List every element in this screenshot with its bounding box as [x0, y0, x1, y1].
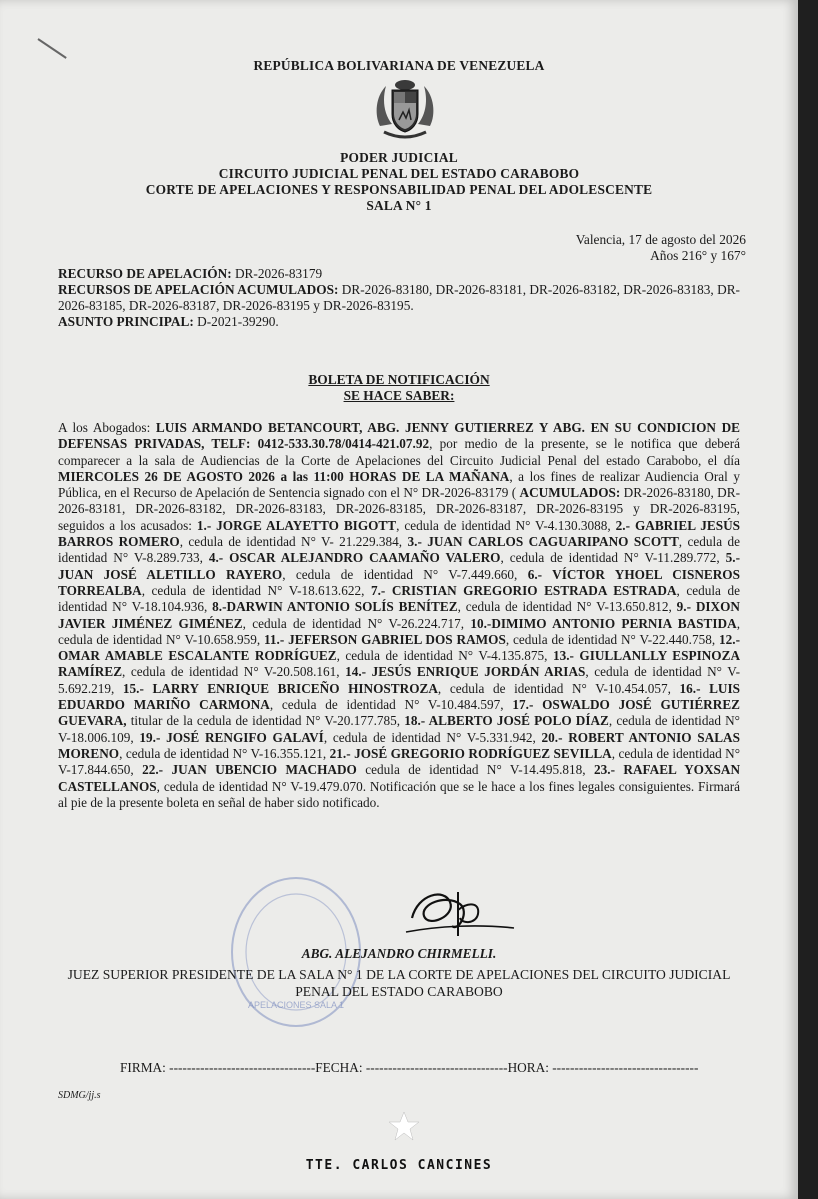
body-bold-run: 17.- OSWALDO JOSÉ GUTIÉRREZ GUEVARA, — [58, 697, 740, 729]
typist-initials: SDMG/jj.s — [58, 1090, 101, 1101]
body-bold-run: 18.- ALBERTO JOSÉ POLO DÍAZ — [404, 713, 609, 729]
body-bold-run: 16.- LUIS EDUARDO MARIÑO CARMONA — [58, 680, 740, 713]
body-bold-run: ACUMULADOS: — [519, 485, 621, 501]
body-text-run: , cedula de identidad N° V-26.224.717, — [242, 615, 471, 631]
poder-judicial-heading: PODER JUDICIAL — [340, 150, 458, 165]
body-text-run: , cedula de identidad N° V-10.658.959, — [58, 615, 740, 647]
judge-title: JUEZ SUPERIOR PRESIDENTE DE LA SALA N° 1 DE LA CORTE DE APELACIONES DEL CIRCUITO JUDICIAL PENAL DEL ESTADO CARABOBO — [67, 967, 731, 999]
body-bold-run: 7.- CRISTIAN GREGORIO ESTRADA ESTRADA — [370, 582, 677, 598]
body-bold-run: 9.- DIXON JAVIER JIMÉNEZ GIMÉNEZ — [58, 599, 741, 631]
body-bold-run: 8.-DARWIN ANTONIO SOLÍS BENÍTEZ — [212, 599, 458, 615]
body-text-run: , a los fines de realizar Audiencia Oral y Pública, en el Recurso de Apelación de Sentencia signado con el N° DR-2026-83179 ( — [58, 468, 740, 501]
body-text-run: , cedula de identidad N° V-8.289.733, — [58, 534, 740, 566]
body-text-run: , cedula de identidad N° V-10.484.597, — [269, 697, 513, 713]
body-text-run: , cedula de identidad N° V-18.613.622, — [141, 582, 371, 598]
body-bold-run: 12.- OMAR AMABLE ESCALANTE RODRÍGUEZ — [58, 631, 741, 664]
body-text-run: DR-2026-83180, DR-2026-83181, DR-2026-83182, DR-2026-83183, DR-2026-83185, DR-2026-83187, DR-2026-83195 y DR-2026-83195, seguidos a los acusados: — [58, 485, 740, 533]
body-text-run: , cedula de identidad N° V-18.006.109, — [58, 713, 740, 745]
years-line: Años 216° y 167° — [650, 248, 746, 263]
body-text-run: , cedula de identidad N° V-5.331.942, — [323, 729, 542, 745]
body-bold-run: 10.-DIMIMO ANTONIO PERNIA BASTIDA — [470, 615, 737, 631]
republic-heading: REPÚBLICA BOLIVARIANA DE VENEZUELA — [253, 58, 545, 73]
asunto-label: ASUNTO PRINCIPAL: — [58, 314, 194, 329]
body-bold-run: 11.- JEFERSON GABRIEL DOS RAMOS — [264, 631, 506, 647]
body-bold-run: 4.- OSCAR ALEJANDRO CAAMAÑO VALERO — [208, 550, 501, 566]
star-icon — [388, 1110, 420, 1142]
body-text-run: A los Abogados: — [58, 420, 156, 435]
body-bold-run: MIERCOLES 26 DE AGOSTO 2026 a las 11:00 HORAS DE LA MAÑANA — [58, 468, 510, 484]
case-references — [58, 266, 740, 330]
body-bold-run: 19.- JOSÉ RENGIFO GALAVÍ — [139, 729, 324, 745]
body-bold-run: 21.- JOSÉ GREGORIO RODRÍGUEZ SEVILLA — [329, 745, 612, 761]
body-bold-run: 5.- JUAN JOSÉ ALETILLO RAYERO — [58, 550, 740, 582]
asunto-value: D-2021-39290. — [193, 314, 279, 329]
recurso-value: DR-2026-83179 — [231, 266, 323, 281]
body-bold-run: 23.- RAFAEL YOXSAN CASTELLANOS — [58, 762, 741, 794]
coat-of-arms-icon — [372, 76, 438, 144]
body-bold-run: 15.- LARRY ENRIQUE BRICEÑO HINOSTROZA — [122, 680, 438, 696]
handwritten-signature — [398, 880, 518, 950]
body-bold-run: 20.- ROBERT ANTONIO SALAS MORENO — [58, 729, 740, 761]
body-text-run: , cedula de identidad N° V-17.844.650, — [58, 745, 740, 778]
body-bold-run: 6.- VÍCTOR YHOEL CISNEROS TORREALBA — [58, 566, 740, 598]
body-bold-run: LUIS ARMANDO BETANCOURT, ABG. JENNY GUTIERREZ Y ABG. EN SU CONDICION DE DEFENSAS PRIVADAS, TELF: 0412-533.30.78/0414-421.07.92 — [58, 420, 740, 452]
page-edge-shadow — [798, 0, 818, 1199]
body-bold-run: 13.- GIULLANLLY ESPINOZA RAMÍREZ — [58, 648, 741, 680]
sala-heading: SALA N° 1 — [366, 198, 432, 213]
recurso-label: RECURSO DE APELACIÓN: — [58, 266, 232, 281]
body-text-run: , por medio de la presente, se le notifica que deberá comparecer a la sala de Audiencias de la Corte de Apelaciones del Circuito Judicial Penal del estado Carabobo, el día — [58, 436, 740, 468]
place-date: Valencia, 17 de agosto del 2026 — [575, 232, 746, 247]
body-bold-run: 22.- JUAN UBENCIO MACHADO — [142, 762, 357, 778]
notice-subtitle: SE HACE SABER: — [343, 388, 455, 403]
body-text-run: , cedula de identidad N° V-20.508.161, — [122, 664, 346, 680]
acumulados-value: DR-2026-83180, DR-2026-83181, DR-2026-83182, DR-2026-83183, DR-2026-83185, DR-2026-83187, DR-2026-83195 y DR-2026-83195. — [58, 282, 740, 313]
acumulados-label: RECURSOS DE APELACIÓN ACUMULADOS: — [58, 282, 339, 297]
body-text-run: cedula de identidad N° V-14.495.818, — [356, 762, 595, 778]
corte-heading: CORTE DE APELACIONES Y RESPONSABILIDAD PENAL DEL ADOLESCENTE — [145, 182, 653, 197]
body-text-run: , cedula de identidad N° V-22.440.758, — [505, 631, 720, 647]
body-bold-run: 1.- JORGE ALAYETTO BIGOTT — [196, 517, 397, 533]
notice-body — [58, 420, 740, 811]
body-bold-run: 14.- JESÚS ENRIQUE JORDÁN ARIAS — [345, 664, 586, 680]
body-text-run: , cedula de identidad N° V-4.135.875, — [336, 648, 553, 664]
body-bold-run: 2.- GABRIEL JESÚS BARROS ROMERO — [58, 517, 741, 550]
body-text-run: , cedula de identidad N° V-4.130.3088, — [396, 517, 616, 533]
body-text-run: , cedula de identidad N° V-10.454.057, — [437, 680, 680, 696]
body-text-run: , cedula de identidad N° V-11.289.772, — [500, 550, 726, 566]
body-text-run: , cedula de identidad N° V-19.479.070. Notificación que se le hace a los fines legales consiguientes. Firmará al pie de la presente boleta en señal de haber sido notificado. — [58, 778, 740, 810]
notice-title: BOLETA DE NOTIFICACIÓN — [308, 372, 490, 387]
body-text-run: , cedula de identidad N° V-5.692.219, — [58, 664, 741, 696]
watermark-text: TTE. CARLOS CANCINES — [305, 1158, 493, 1173]
signoff-line: FIRMA: ---------------------------------FECHA: --------------------------------HORA: --------------------------------- — [120, 1060, 699, 1075]
fold-mark — [37, 38, 66, 59]
body-text-run: titular de la cedula de identidad N° V-20.177.785, — [126, 713, 405, 729]
body-text-run: , cedula de identidad N° V-13.650.812, — [457, 599, 677, 615]
circuito-heading: CIRCUITO JUDICIAL PENAL DEL ESTADO CARABOBO — [218, 166, 580, 181]
body-bold-run: 3.- JUAN CARLOS CAGUARIPANO SCOTT — [407, 534, 679, 550]
recurso-line — [58, 266, 740, 282]
body-text-run: , cedula de identidad N° V-16.355.121, — [119, 745, 330, 761]
acumulados-line — [58, 282, 740, 314]
body-text-run: , cedula de identidad N° V- 21.229.384, — [179, 534, 408, 550]
body-text-run: , cedula de identidad N° V-18.104.936, — [58, 582, 740, 615]
asunto-line — [58, 314, 740, 330]
body-text-run: , cedula de identidad N° V-7.449.660, — [282, 566, 528, 582]
stamp-text: APELACIONES SALA 1 — [247, 1000, 345, 1010]
signer-name: ABG. ALEJANDRO CHIRMELLI. — [301, 946, 497, 961]
